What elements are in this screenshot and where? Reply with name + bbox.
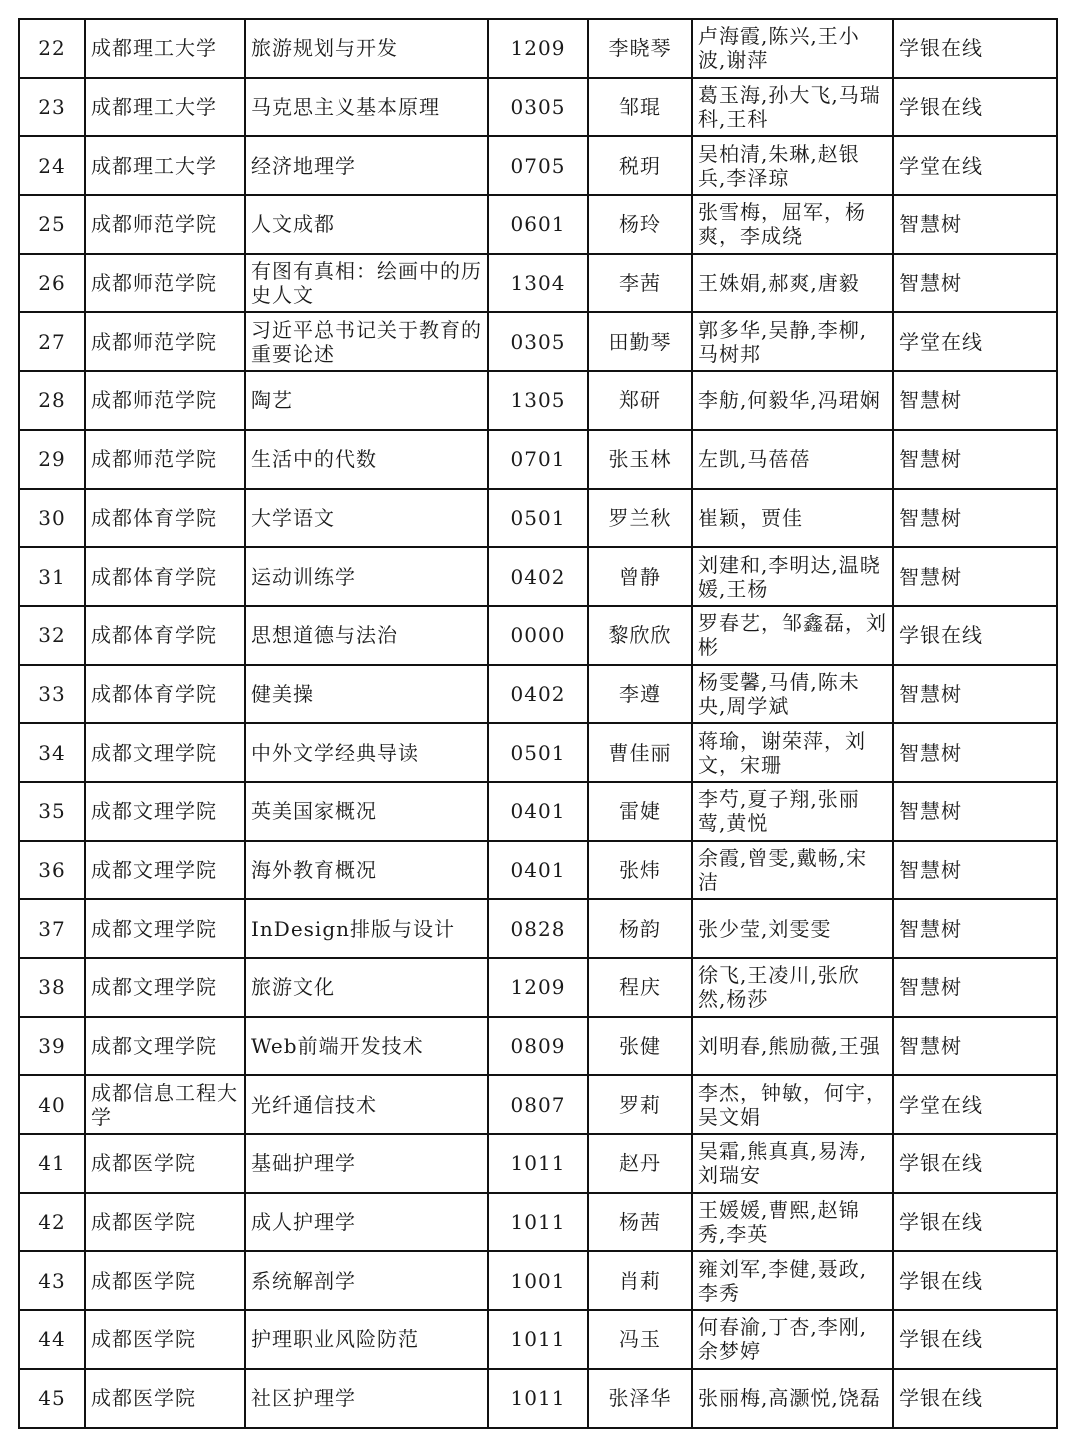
school-name-cell: 成都理工大学 bbox=[85, 136, 245, 195]
course-leader-cell: 杨茜 bbox=[588, 1193, 692, 1252]
course-name-cell: 健美操 bbox=[245, 665, 488, 724]
course-name-cell: 运动训练学 bbox=[245, 547, 488, 606]
row-number-cell: 33 bbox=[19, 665, 85, 724]
row-number-cell: 45 bbox=[19, 1369, 85, 1428]
subject-code-cell: 1011 bbox=[488, 1193, 588, 1252]
course-name-cell: 生活中的代数 bbox=[245, 430, 488, 489]
platform-name-cell: 学银在线 bbox=[893, 1134, 1057, 1193]
platform-name-cell: 学银在线 bbox=[893, 1251, 1057, 1310]
subject-code-cell: 0000 bbox=[488, 606, 588, 665]
row-number-cell: 36 bbox=[19, 841, 85, 900]
table-row bbox=[19, 195, 1057, 254]
table-row bbox=[19, 1310, 1057, 1369]
school-name-cell: 成都师范学院 bbox=[85, 430, 245, 489]
course-name-cell: 经济地理学 bbox=[245, 136, 488, 195]
table-row bbox=[19, 1193, 1057, 1252]
course-leader-cell: 冯玉 bbox=[588, 1310, 692, 1369]
team-members-cell: 徐飞,王凌川,张欣然,杨莎 bbox=[692, 958, 893, 1017]
course-leader-cell: 张炜 bbox=[588, 841, 692, 900]
team-members-cell: 罗春艺，邹鑫磊，刘彬 bbox=[692, 606, 893, 665]
school-name-cell: 成都师范学院 bbox=[85, 371, 245, 430]
platform-name-cell: 学银在线 bbox=[893, 1193, 1057, 1252]
team-members-cell: 王媛媛,曹熙,赵锦秀,李英 bbox=[692, 1193, 893, 1252]
row-number-cell: 35 bbox=[19, 782, 85, 841]
platform-name-cell: 学银在线 bbox=[893, 1310, 1057, 1369]
row-number-cell: 40 bbox=[19, 1075, 85, 1134]
row-number-cell: 30 bbox=[19, 489, 85, 548]
table-row bbox=[19, 1251, 1057, 1310]
subject-code-cell: 0401 bbox=[488, 841, 588, 900]
school-name-cell: 成都师范学院 bbox=[85, 254, 245, 313]
school-name-cell: 成都师范学院 bbox=[85, 312, 245, 371]
subject-code-cell: 1209 bbox=[488, 19, 588, 78]
table-body bbox=[19, 19, 1057, 1428]
course-name-cell: 社区护理学 bbox=[245, 1369, 488, 1428]
row-number-cell: 42 bbox=[19, 1193, 85, 1252]
course-name-cell: 有图有真相：绘画中的历史人文 bbox=[245, 254, 488, 313]
table-row bbox=[19, 1075, 1057, 1134]
course-leader-cell: 曹佳丽 bbox=[588, 723, 692, 782]
team-members-cell: 张雪梅，屈军，杨爽，李成绕 bbox=[692, 195, 893, 254]
table-row bbox=[19, 1134, 1057, 1193]
school-name-cell: 成都体育学院 bbox=[85, 547, 245, 606]
course-name-cell: 思想道德与法治 bbox=[245, 606, 488, 665]
subject-code-cell: 0828 bbox=[488, 899, 588, 958]
subject-code-cell: 0402 bbox=[488, 547, 588, 606]
course-leader-cell: 曾静 bbox=[588, 547, 692, 606]
subject-code-cell: 0401 bbox=[488, 782, 588, 841]
team-members-cell: 刘建和,李明达,温晓媛,王杨 bbox=[692, 547, 893, 606]
row-number-cell: 29 bbox=[19, 430, 85, 489]
platform-name-cell: 学银在线 bbox=[893, 78, 1057, 137]
platform-name-cell: 智慧树 bbox=[893, 430, 1057, 489]
table-row bbox=[19, 958, 1057, 1017]
course-leader-cell: 黎欣欣 bbox=[588, 606, 692, 665]
team-members-cell: 李杰，钟敏，何宇，吴文娟 bbox=[692, 1075, 893, 1134]
table-row bbox=[19, 1017, 1057, 1076]
school-name-cell: 成都医学院 bbox=[85, 1369, 245, 1428]
school-name-cell: 成都医学院 bbox=[85, 1251, 245, 1310]
course-name-cell: InDesign排版与设计 bbox=[245, 899, 488, 958]
subject-code-cell: 1011 bbox=[488, 1134, 588, 1193]
row-number-cell: 38 bbox=[19, 958, 85, 1017]
team-members-cell: 李舫,何毅华,冯珺娴 bbox=[692, 371, 893, 430]
course-name-cell: 马克思主义基本原理 bbox=[245, 78, 488, 137]
row-number-cell: 31 bbox=[19, 547, 85, 606]
course-leader-cell: 杨玲 bbox=[588, 195, 692, 254]
course-name-cell: 旅游规划与开发 bbox=[245, 19, 488, 78]
course-leader-cell: 邹琨 bbox=[588, 78, 692, 137]
team-members-cell: 张丽梅,高灏悦,饶磊 bbox=[692, 1369, 893, 1428]
platform-name-cell: 智慧树 bbox=[893, 782, 1057, 841]
platform-name-cell: 智慧树 bbox=[893, 489, 1057, 548]
course-leader-cell: 张健 bbox=[588, 1017, 692, 1076]
subject-code-cell: 0701 bbox=[488, 430, 588, 489]
course-leader-cell: 程庆 bbox=[588, 958, 692, 1017]
platform-name-cell: 智慧树 bbox=[893, 547, 1057, 606]
row-number-cell: 25 bbox=[19, 195, 85, 254]
table-row bbox=[19, 1369, 1057, 1428]
course-name-cell: 大学语文 bbox=[245, 489, 488, 548]
platform-name-cell: 学堂在线 bbox=[893, 1075, 1057, 1134]
row-number-cell: 41 bbox=[19, 1134, 85, 1193]
team-members-cell: 雍刘军,李健,聂政,李秀 bbox=[692, 1251, 893, 1310]
row-number-cell: 22 bbox=[19, 19, 85, 78]
table-row bbox=[19, 371, 1057, 430]
school-name-cell: 成都信息工程大学 bbox=[85, 1075, 245, 1134]
course-name-cell: 英美国家概况 bbox=[245, 782, 488, 841]
row-number-cell: 26 bbox=[19, 254, 85, 313]
school-name-cell: 成都体育学院 bbox=[85, 489, 245, 548]
team-members-cell: 李芍,夏子翔,张丽莺,黄悦 bbox=[692, 782, 893, 841]
table-row bbox=[19, 665, 1057, 724]
subject-code-cell: 1305 bbox=[488, 371, 588, 430]
table-row bbox=[19, 782, 1057, 841]
course-name-cell: 基础护理学 bbox=[245, 1134, 488, 1193]
platform-name-cell: 智慧树 bbox=[893, 841, 1057, 900]
course-name-cell: 护理职业风险防范 bbox=[245, 1310, 488, 1369]
team-members-cell: 吴霜,熊真真,易涛,刘瑞安 bbox=[692, 1134, 893, 1193]
table-row bbox=[19, 19, 1057, 78]
course-name-cell: 系统解剖学 bbox=[245, 1251, 488, 1310]
school-name-cell: 成都师范学院 bbox=[85, 195, 245, 254]
subject-code-cell: 1011 bbox=[488, 1310, 588, 1369]
row-number-cell: 37 bbox=[19, 899, 85, 958]
course-table bbox=[18, 18, 1058, 1429]
team-members-cell: 郭多华,吴静,李柳,马树邦 bbox=[692, 312, 893, 371]
team-members-cell: 卢海霞,陈兴,王小波,谢萍 bbox=[692, 19, 893, 78]
platform-name-cell: 学银在线 bbox=[893, 19, 1057, 78]
team-members-cell: 刘明春,熊励薇,王强 bbox=[692, 1017, 893, 1076]
platform-name-cell: 智慧树 bbox=[893, 371, 1057, 430]
course-name-cell: 人文成都 bbox=[245, 195, 488, 254]
team-members-cell: 吴柏清,朱琳,赵银兵,李泽琼 bbox=[692, 136, 893, 195]
course-leader-cell: 田勤琴 bbox=[588, 312, 692, 371]
table-row bbox=[19, 136, 1057, 195]
table-row bbox=[19, 606, 1057, 665]
school-name-cell: 成都文理学院 bbox=[85, 899, 245, 958]
course-leader-cell: 李遵 bbox=[588, 665, 692, 724]
row-number-cell: 28 bbox=[19, 371, 85, 430]
team-members-cell: 杨雯馨,马倩,陈未央,周学斌 bbox=[692, 665, 893, 724]
school-name-cell: 成都文理学院 bbox=[85, 958, 245, 1017]
subject-code-cell: 1011 bbox=[488, 1369, 588, 1428]
team-members-cell: 蒋瑜，谢荣萍，刘文，宋珊 bbox=[692, 723, 893, 782]
row-number-cell: 43 bbox=[19, 1251, 85, 1310]
row-number-cell: 23 bbox=[19, 78, 85, 137]
school-name-cell: 成都体育学院 bbox=[85, 606, 245, 665]
course-name-cell: 中外文学经典导读 bbox=[245, 723, 488, 782]
subject-code-cell: 1001 bbox=[488, 1251, 588, 1310]
platform-name-cell: 学堂在线 bbox=[893, 136, 1057, 195]
platform-name-cell: 智慧树 bbox=[893, 665, 1057, 724]
school-name-cell: 成都文理学院 bbox=[85, 841, 245, 900]
team-members-cell: 张少莹,刘雯雯 bbox=[692, 899, 893, 958]
school-name-cell: 成都体育学院 bbox=[85, 665, 245, 724]
team-members-cell: 左凯,马蓓蓓 bbox=[692, 430, 893, 489]
team-members-cell: 余霞,曾雯,戴畅,宋洁 bbox=[692, 841, 893, 900]
subject-code-cell: 0305 bbox=[488, 78, 588, 137]
table-row bbox=[19, 430, 1057, 489]
table-row bbox=[19, 899, 1057, 958]
course-name-cell: 光纤通信技术 bbox=[245, 1075, 488, 1134]
table-row bbox=[19, 547, 1057, 606]
course-leader-cell: 肖莉 bbox=[588, 1251, 692, 1310]
school-name-cell: 成都文理学院 bbox=[85, 723, 245, 782]
school-name-cell: 成都医学院 bbox=[85, 1193, 245, 1252]
course-leader-cell: 罗莉 bbox=[588, 1075, 692, 1134]
team-members-cell: 王姝娟,郝爽,唐毅 bbox=[692, 254, 893, 313]
course-name-cell: Web前端开发技术 bbox=[245, 1017, 488, 1076]
course-leader-cell: 赵丹 bbox=[588, 1134, 692, 1193]
course-name-cell: 海外教育概况 bbox=[245, 841, 488, 900]
subject-code-cell: 0807 bbox=[488, 1075, 588, 1134]
school-name-cell: 成都理工大学 bbox=[85, 19, 245, 78]
course-leader-cell: 李茜 bbox=[588, 254, 692, 313]
row-number-cell: 24 bbox=[19, 136, 85, 195]
subject-code-cell: 0501 bbox=[488, 723, 588, 782]
table-row bbox=[19, 78, 1057, 137]
platform-name-cell: 学银在线 bbox=[893, 1369, 1057, 1428]
course-leader-cell: 张玉林 bbox=[588, 430, 692, 489]
course-name-cell: 陶艺 bbox=[245, 371, 488, 430]
team-members-cell: 葛玉海,孙大飞,马瑞科,王科 bbox=[692, 78, 893, 137]
course-leader-cell: 李晓琴 bbox=[588, 19, 692, 78]
school-name-cell: 成都文理学院 bbox=[85, 1017, 245, 1076]
row-number-cell: 34 bbox=[19, 723, 85, 782]
team-members-cell: 何春渝,丁杏,李刚,余梦婷 bbox=[692, 1310, 893, 1369]
course-name-cell: 成人护理学 bbox=[245, 1193, 488, 1252]
subject-code-cell: 1304 bbox=[488, 254, 588, 313]
platform-name-cell: 智慧树 bbox=[893, 254, 1057, 313]
course-leader-cell: 杨韵 bbox=[588, 899, 692, 958]
platform-name-cell: 智慧树 bbox=[893, 195, 1057, 254]
platform-name-cell: 智慧树 bbox=[893, 1017, 1057, 1076]
table-row bbox=[19, 489, 1057, 548]
course-leader-cell: 雷婕 bbox=[588, 782, 692, 841]
table-row bbox=[19, 254, 1057, 313]
platform-name-cell: 学银在线 bbox=[893, 606, 1057, 665]
school-name-cell: 成都文理学院 bbox=[85, 782, 245, 841]
table-row bbox=[19, 723, 1057, 782]
subject-code-cell: 1209 bbox=[488, 958, 588, 1017]
course-list-document bbox=[18, 18, 1056, 1429]
course-leader-cell: 郑研 bbox=[588, 371, 692, 430]
subject-code-cell: 0305 bbox=[488, 312, 588, 371]
table-row bbox=[19, 841, 1057, 900]
platform-name-cell: 智慧树 bbox=[893, 958, 1057, 1017]
course-leader-cell: 罗兰秋 bbox=[588, 489, 692, 548]
row-number-cell: 39 bbox=[19, 1017, 85, 1076]
row-number-cell: 44 bbox=[19, 1310, 85, 1369]
team-members-cell: 崔颖，贾佳 bbox=[692, 489, 893, 548]
row-number-cell: 32 bbox=[19, 606, 85, 665]
school-name-cell: 成都医学院 bbox=[85, 1134, 245, 1193]
subject-code-cell: 0402 bbox=[488, 665, 588, 724]
subject-code-cell: 0501 bbox=[488, 489, 588, 548]
course-leader-cell: 张泽华 bbox=[588, 1369, 692, 1428]
platform-name-cell: 学堂在线 bbox=[893, 312, 1057, 371]
subject-code-cell: 0705 bbox=[488, 136, 588, 195]
course-name-cell: 习近平总书记关于教育的重要论述 bbox=[245, 312, 488, 371]
school-name-cell: 成都医学院 bbox=[85, 1310, 245, 1369]
table-row bbox=[19, 312, 1057, 371]
course-name-cell: 旅游文化 bbox=[245, 958, 488, 1017]
course-leader-cell: 税玥 bbox=[588, 136, 692, 195]
platform-name-cell: 智慧树 bbox=[893, 899, 1057, 958]
row-number-cell: 27 bbox=[19, 312, 85, 371]
subject-code-cell: 0809 bbox=[488, 1017, 588, 1076]
platform-name-cell: 智慧树 bbox=[893, 723, 1057, 782]
subject-code-cell: 0601 bbox=[488, 195, 588, 254]
school-name-cell: 成都理工大学 bbox=[85, 78, 245, 137]
